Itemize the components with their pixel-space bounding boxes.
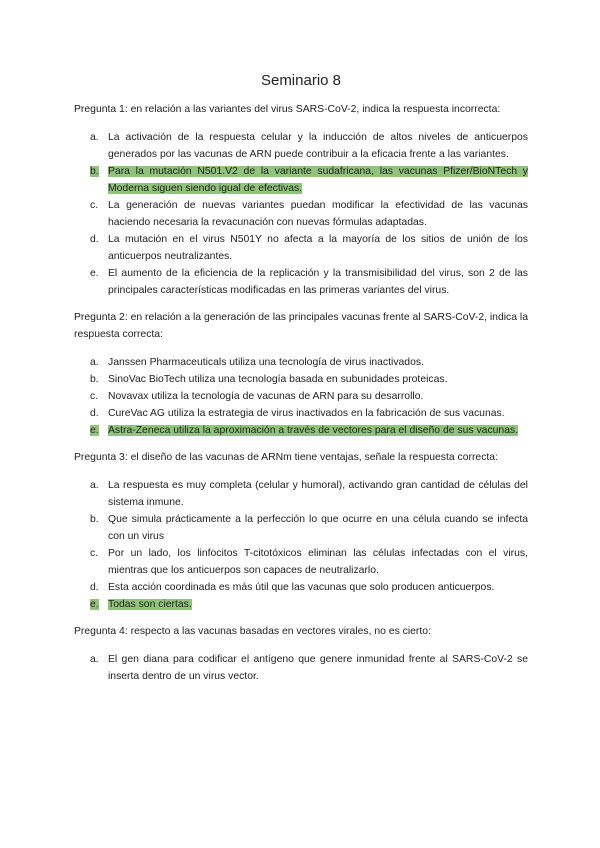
options-list-1 bbox=[74, 129, 528, 299]
option-letter: b. bbox=[90, 514, 99, 525]
answer-option bbox=[74, 231, 528, 265]
option-text: CureVac AG utiliza la estrategia de virus inactivados en la fabricación de sus vacunas. bbox=[108, 408, 505, 419]
option-letter: a. bbox=[90, 132, 99, 143]
option-text-highlighted: Para la mutación N501.V2 de la variante sudafricana, las vacunas Pfizer/BioNTech y Moderna siguen siendo igual de efectivas. bbox=[108, 166, 528, 194]
answer-option bbox=[74, 579, 528, 596]
question-prompt-4: Pregunta 4: respecto a las vacunas basadas en vectores virales, no es cierto: bbox=[74, 626, 431, 637]
answer-option bbox=[74, 545, 528, 579]
options-list-3 bbox=[74, 477, 528, 613]
option-text: Novavax utiliza la tecnología de vacunas de ARN para su desarrollo. bbox=[108, 391, 424, 402]
answer-option bbox=[74, 405, 528, 422]
option-letter: b. bbox=[90, 166, 99, 177]
answer-option bbox=[74, 197, 528, 231]
option-letter: e. bbox=[90, 268, 99, 279]
answer-option bbox=[74, 265, 528, 299]
option-text: La mutación en el virus N501Y no afecta a la mayoría de los sitios de unión de los anticuerpos neutralizantes. bbox=[108, 234, 528, 262]
option-text: La generación de nuevas variantes puedan modificar la efectividad de las vacunas haciendo necesaria la revacunación con nuevas fórmulas adaptadas. bbox=[108, 200, 528, 228]
option-text: El gen diana para codificar el antígeno que genere inmunidad frente al SARS-CoV-2 se inserta dentro de un virus vector. bbox=[108, 654, 528, 682]
answer-option bbox=[74, 422, 528, 439]
option-text: El aumento de la eficiencia de la replicación y la transmisibilidad del virus, son 2 de las principales características modificadas en las primeras variantes del virus. bbox=[108, 268, 528, 296]
option-letter: a. bbox=[90, 357, 99, 368]
answer-option bbox=[74, 511, 528, 545]
option-letter: d. bbox=[90, 582, 99, 593]
answer-option bbox=[74, 651, 528, 685]
option-text: La respuesta es muy completa (celular y humoral), activando gran cantidad de células del sistema inmune. bbox=[108, 480, 528, 508]
option-letter: b. bbox=[90, 374, 99, 385]
options-list-2 bbox=[74, 354, 528, 439]
option-text: Esta acción coordinada es más útil que las vacunas que solo producen anticuerpos. bbox=[108, 582, 495, 593]
question-prompt-1: Pregunta 1: en relación a las variantes del virus SARS-CoV-2, indica la respuesta incorrecta: bbox=[74, 104, 501, 115]
answer-option bbox=[74, 163, 528, 197]
page-title: Seminario 8 bbox=[260, 72, 342, 89]
option-letter: c. bbox=[90, 548, 99, 559]
answer-option bbox=[74, 129, 528, 163]
answer-option bbox=[74, 371, 528, 388]
option-text: Por un lado, los linfocitos T-citotóxicos eliminan las células infectadas con el virus, mientras que los anticuerpos son capaces de neutralizarlo. bbox=[108, 548, 528, 576]
answer-option bbox=[74, 388, 528, 405]
option-letter: d. bbox=[90, 408, 99, 419]
option-text-highlighted: Astra-Zeneca utiliza la aproximación a través de vectores para el diseño de sus vacunas. bbox=[108, 425, 519, 436]
question-prompt-2: Pregunta 2: en relación a la generación de las principales vacunas frente al SARS-CoV-2, indica la respuesta correcta: bbox=[74, 312, 528, 340]
answer-option bbox=[74, 596, 528, 613]
option-letter: d. bbox=[90, 234, 99, 245]
option-text: La activación de la respuesta celular y la inducción de altos niveles de anticuerpos generados por las vacunas de ARN puede contribuir a la eficacia frente a las variantes. bbox=[108, 132, 528, 160]
question-prompt-3: Pregunta 3: el diseño de las vacunas de ARNm tiene ventajas, señale la respuesta correcta: bbox=[74, 452, 498, 463]
option-letter: a. bbox=[90, 480, 99, 491]
option-letter: e. bbox=[90, 599, 99, 610]
option-text: SinoVac BioTech utiliza una tecnología basada en subunidades proteicas. bbox=[108, 374, 448, 385]
options-list-4 bbox=[74, 651, 528, 685]
option-text: Que simula prácticamente a la perfección lo que ocurre en una célula cuando se infecta con un virus bbox=[108, 514, 528, 542]
option-text-highlighted: Todas son ciertas. bbox=[108, 599, 192, 610]
option-letter: c. bbox=[90, 391, 99, 402]
option-text: Janssen Pharmaceuticals utiliza una tecnología de virus inactivados. bbox=[108, 357, 424, 368]
answer-option bbox=[74, 354, 528, 371]
answer-option bbox=[74, 477, 528, 511]
questions-container bbox=[74, 101, 528, 685]
option-letter: c. bbox=[90, 200, 99, 211]
option-letter: e. bbox=[90, 425, 99, 436]
option-letter: a. bbox=[90, 654, 99, 665]
